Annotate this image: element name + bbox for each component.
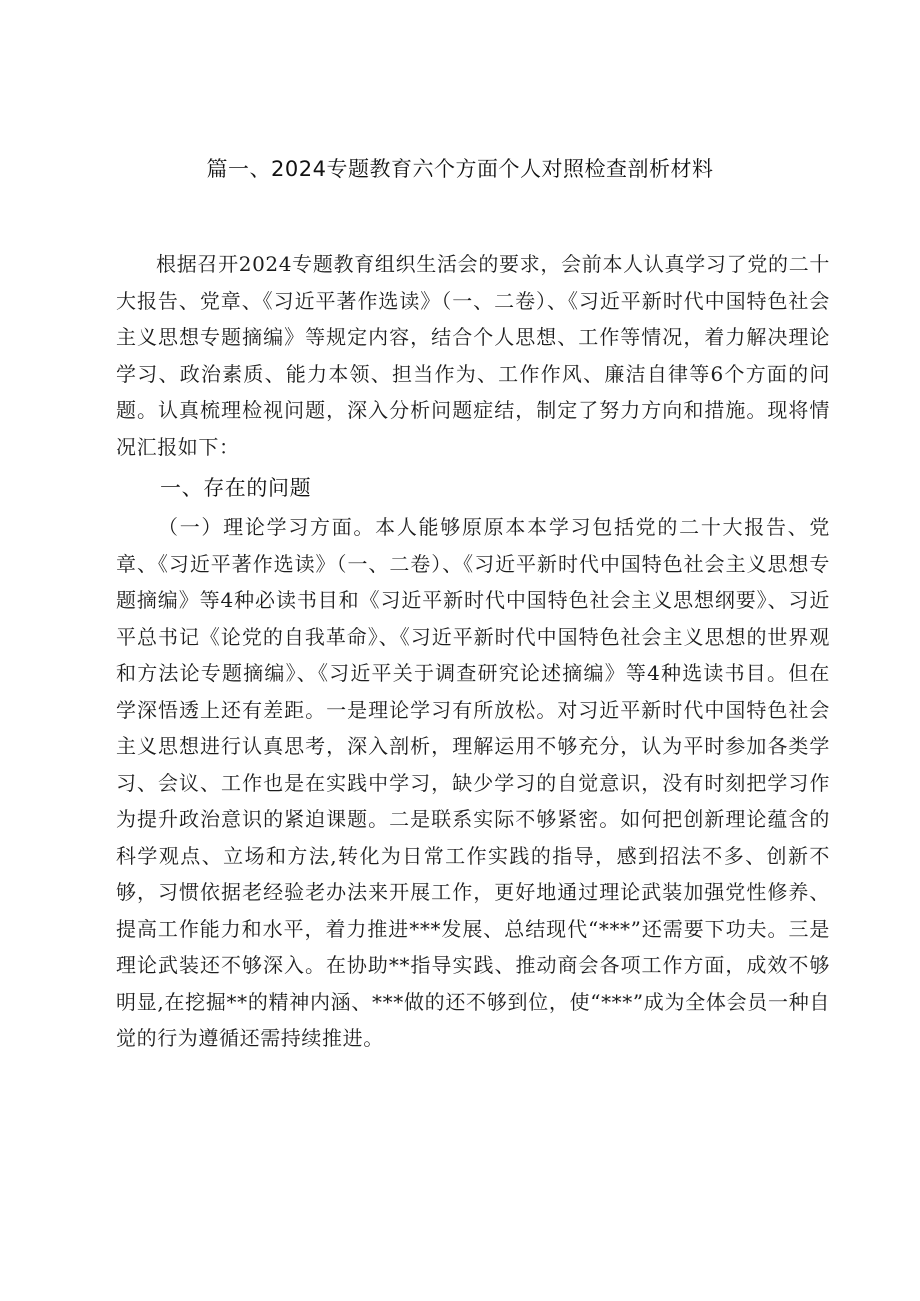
document-body	[116, 246, 830, 1057]
section-heading: 一、存在的问题	[160, 476, 312, 500]
document-title: 篇一、2024专题教育六个方面个人对照检查剖析材料	[206, 157, 714, 181]
intro-paragraph: 根据召开2024专题教育组织生活会的要求，会前本人认真学习了党的二十大报告、党章、《习近平著作选读》（一、二卷）、《习近平新时代中国特色社会主义思想专题摘编》等规定内容，结合个人思想、工作等情况，着力解决理论学习、政治素质、能力本领、担当作为、工作作风、廉洁自律等6个方面的问题。认真梳理检视问题，深入分析问题症结，制定了努力方向和措施。现将情况汇报如下：	[116, 252, 830, 459]
section-paragraph: （一）理论学习方面。本人能够原原本本学习包括党的二十大报告、党章、《习近平著作选读》（一、二卷）、《习近平新时代中国特色社会主义思想专题摘编》等4种必读书目和《习近平新时代中国特色社会主义思想纲要》、习近平总书记《论党的自我革命》、《习近平新时代中国特色社会主义思想的世界观和方法论专题摘编》、《习近平关于调查研究论述摘编》等4种选读书目。但在学深悟透上还有差距。一是理论学习有所放松。对习近平新时代中国特色社会主义思想进行认真思考，深入剖析，理解运用不够充分，认为平时参加各类学习、会议、工作也是在实践中学习，缺少学习的自觉意识，没有时刻把学习作为提升政治意识的紧迫课题。二是联系实际不够紧密。如何把创新理论蕴含的科学观点、立场和方法,转化为日常工作实践的指导，感到招法不多、创新不够，习惯依据老经验老办法来开展工作，更好地通过理论武装加强党性修养、提高工作能力和水平，着力推进***发展、总结现代“***”还需要下功夫。三是理论武装还不够深入。在协助**指导实践、推动商会各项工作方面，成效不够明显,在挖掘**的精神内涵、***做的还不够到位，使“***”成为全体会员一种自觉的行为遵循还需持续推进。	[116, 515, 830, 1050]
